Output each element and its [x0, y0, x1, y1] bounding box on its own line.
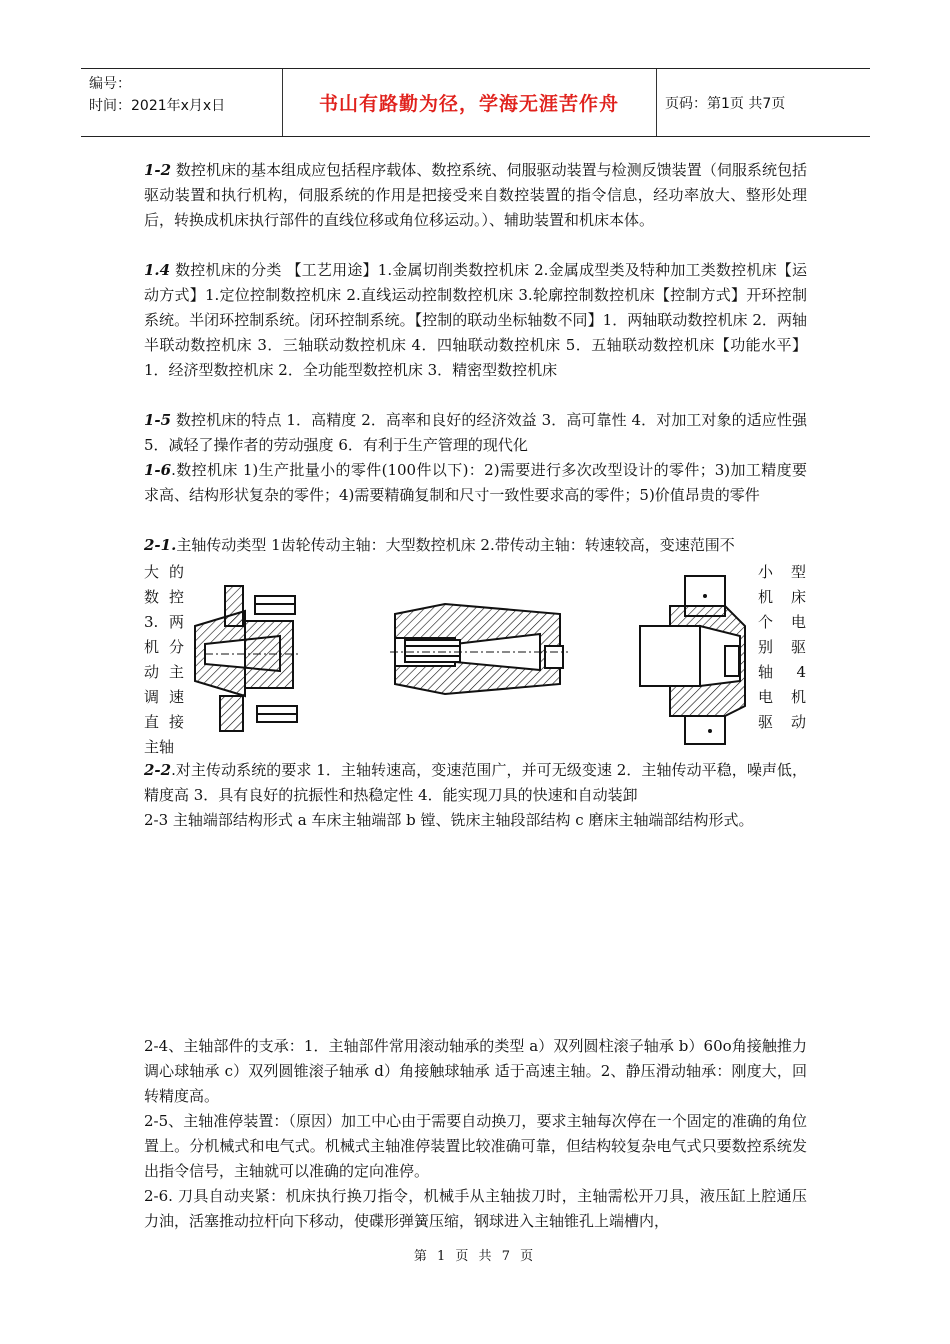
section-number: 1-5 [144, 411, 172, 429]
paragraph-text: 数控机床的基本组成应包括程序载体、数控系统、伺服驱动装置与检测反馈装置（伺服系统包括驱动装置和执行机构，伺服系统的作用是把接受来自数控装置的指令信息，经功率放大、整形处理后，转换成机床执行部件的直线位移或角位移运动。）、辅助装置和机床本体。 [144, 161, 807, 229]
header-meta [81, 69, 281, 136]
wrap-line: 机 分 [144, 638, 184, 656]
paragraph-2-6: 2-6. 刀具自动夹紧：机床执行换刀指令，机械手从主轴拔刀时，主轴需松开刀具，液压缸上腔通压力油，活塞推动拉杆向下移动，使碟形弹簧压缩，钢球进入主轴锥孔上端槽内， [144, 1187, 807, 1230]
wrap-line: 个 电 [758, 613, 806, 631]
wrap-line: 轴 4 [758, 663, 806, 681]
date-label: 时间：2021年x月x日 [89, 98, 226, 114]
wrap-line: 小 型 [758, 563, 806, 581]
paragraph-text: 数控机床的分类 【工艺用途】1.金属切削类数控机床 2.金属成型类及特种加工类数控机床【运动方式】1.定位控制数控机床 2.直线运动控制数控机床 3.轮廓控制数控机床【控制方式】开环控制系统。半闭环控制系统。闭环控制系统。【控制的联动坐标轴数不同】1．两轴联动数控机床 2．两轴半联动数控机床 3．三轴联动数控机床 4．四轴联动数控机床 5．五轴联动数控机床【功能水平】1．经济型数控机床 2．全功能型数控机床 3．精密型数控机床 [144, 261, 807, 379]
wrap-line: 动 主 [144, 663, 184, 681]
wrap-line: 机 床 [758, 588, 806, 606]
section-number: 2-2 [144, 761, 172, 779]
right-wrap-text [758, 560, 808, 735]
wrap-line: 电 机 [758, 688, 806, 706]
paragraph-2-4: 2-4、主轴部件的支承：1．主轴部件常用滚动轴承的类型 a）双列圆柱滚子轴承 b）60o角接触推力调心球轴承 c）双列圆锥滚子轴承 d）角接触球轴承 适于高速主轴。2、静压滑动轴承：刚度大，回转精度高。 [144, 1037, 807, 1105]
left-wrap-text [144, 560, 186, 760]
lathe-spindle-end-drawing [185, 566, 305, 736]
header-divider [656, 69, 657, 136]
paragraph-text: 主轴传动类型 1齿轮传动主轴：大型数控机床 2.带传动主轴：转速较高，变速范围不 [176, 536, 735, 554]
section-number: 2-1. [144, 536, 177, 554]
paragraph-1-4 [144, 258, 807, 383]
wrap-line: 数 控 [144, 588, 184, 606]
wrap-line: 直 接 [144, 713, 184, 731]
page-number-label: 页码：第1页 共7页 [665, 95, 786, 112]
paragraph-text: 数控机床的特点 1．高精度 2．高率和良好的经济效益 3．高可靠性 4．对加工对象的适应性强 5．减轻了操作者的劳动强度 6．有利于生产管理的现代化 [144, 411, 807, 454]
wrap-line: 调 速 [144, 688, 184, 706]
paragraph-1-2 [144, 158, 807, 233]
section-number: 1-2 [144, 161, 172, 179]
paragraph-1-6 [144, 458, 807, 508]
paragraph-text: .对主传动系统的要求 1．主轴转速高，变速范围广，并可无级变速 2．主轴传动平稳，噪声低，精度高 3．具有良好的抗振性和热稳定性 4．能实现刀具的快速和自动装卸 [144, 761, 807, 804]
wrap-line: 别 驱 [758, 638, 806, 656]
number-label: 编号： [89, 76, 131, 92]
page-footer: 第 1 页 共 7 页 [413, 1249, 537, 1264]
wrap-line: 主轴 [144, 738, 175, 756]
wrap-line: 3. 两 [144, 613, 184, 631]
section-number: 1-6 [144, 461, 172, 479]
paragraph-2-2 [144, 758, 807, 808]
header-motto: 书山有路勤为径，学海无涯苦作舟 [318, 93, 619, 115]
paragraph-1-5 [144, 408, 807, 458]
page-header [81, 68, 870, 137]
section-number: 1.4 [144, 261, 171, 279]
paragraph-2-5: 2-5、主轴准停装置：（原因）加工中心由于需要自动换刀，要求主轴每次停在一个固定的准确的角位置上。分机械式和电气式。机械式主轴准停装置比较准确可靠，但结构较复杂电气式只要数控系统发出指令信号，主轴就可以准确的定向准停。 [144, 1112, 807, 1180]
wrap-line: 大 的 [144, 563, 184, 581]
grinder-spindle-end-drawing [635, 566, 755, 746]
milling-spindle-end-drawing [390, 566, 570, 736]
paragraph-2-3: 2-3 主轴端部结构形式 a 车床主轴端部 b 镗、铣床主轴段部结构 c 磨床主轴端部结构形式。 [144, 811, 754, 829]
paragraph-text: .数控机床 1)生产批量小的零件(100件以下)：2)需要进行多次改型设计的零件；3)加工精度要求高、结构形状复杂的零件；4)需要精确复制和尺寸一致性要求高的零件；5)价值昂贵的零件 [144, 461, 807, 504]
paragraph-2-1 [144, 533, 807, 558]
wrap-line: 驱 动 [758, 713, 806, 731]
